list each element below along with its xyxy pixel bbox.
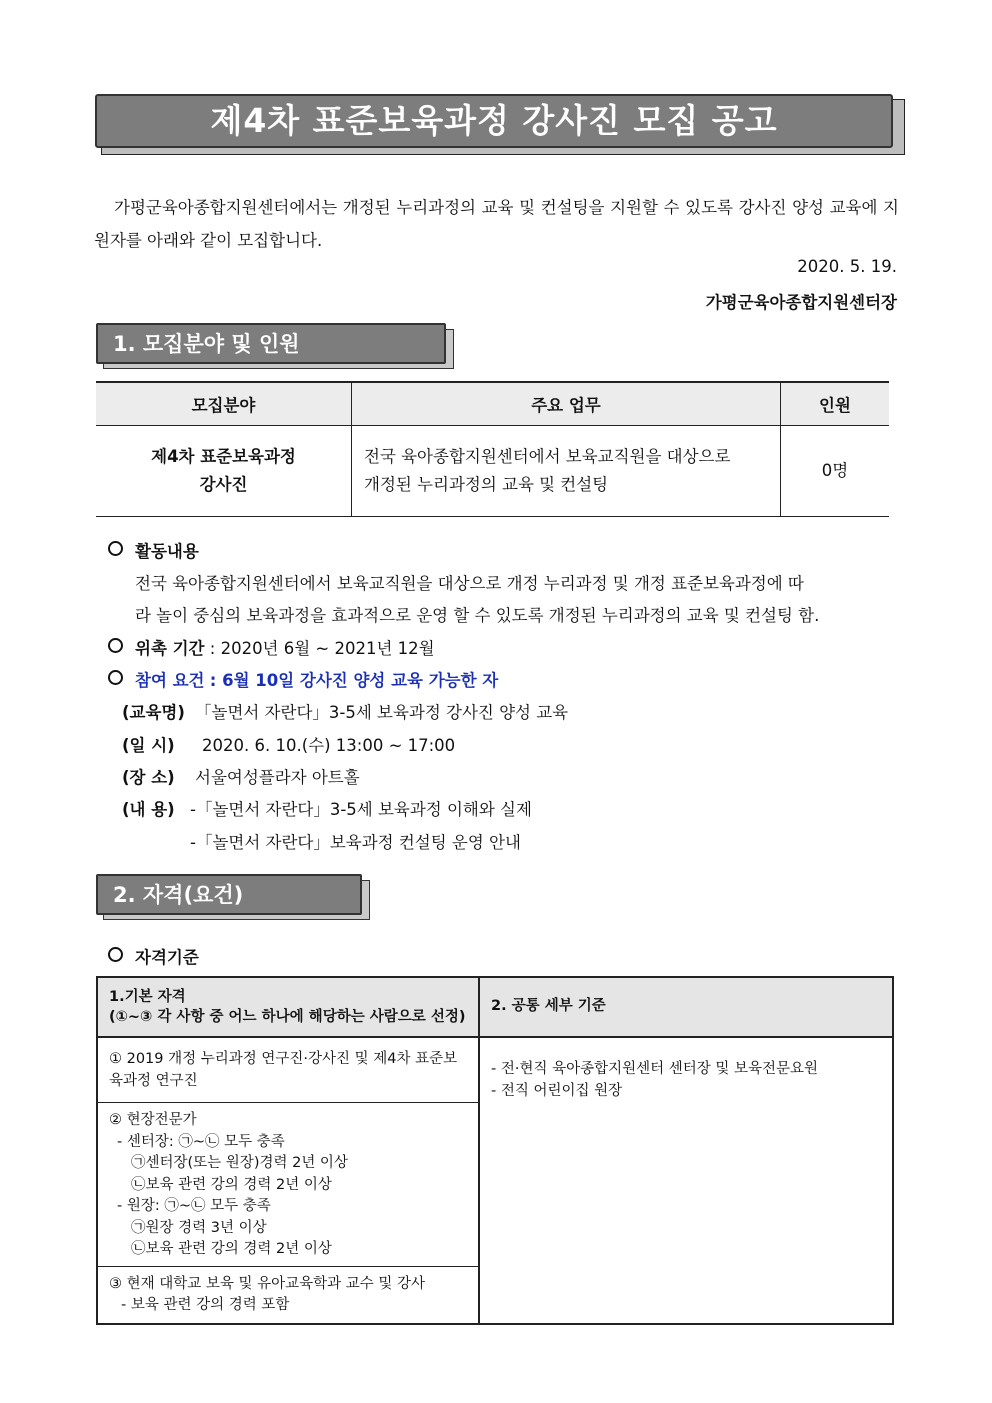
requirement-line	[108, 667, 498, 691]
circle-bullet-icon	[108, 670, 123, 685]
item-line: ① 2019 개정 누리과정 연구진·강사진 및 제4차 표준보	[109, 1051, 458, 1067]
common-criteria-cell	[479, 1037, 893, 1324]
qualification-table-header	[97, 977, 893, 1037]
header-count: 인원	[781, 382, 890, 426]
item-line: 육과정 연구진	[109, 1072, 198, 1089]
criteria-label: 자격기준	[135, 948, 199, 967]
common-criteria-header-text: 2. 공통 세부 기준	[491, 998, 606, 1015]
term-label: 위촉 기간	[135, 639, 205, 658]
header-duty: 주요 업무	[352, 382, 781, 426]
field-line: 강사진	[199, 475, 248, 494]
qualification-table	[96, 976, 894, 1325]
table-row	[97, 1037, 893, 1103]
criteria-heading	[108, 944, 199, 968]
activity-heading	[108, 538, 199, 562]
item-line: ③ 현재 대학교 보육 및 유아교육학과 교수 및 강사	[109, 1275, 426, 1292]
qualification-item-2	[97, 1103, 479, 1267]
course-name-label: (교육명)	[122, 703, 185, 722]
basic-qualification-header	[97, 977, 479, 1037]
duty-line: 개정된 누리과정의 교육 및 컨설팅	[364, 475, 609, 494]
course-time-label: (일 시)	[122, 736, 175, 755]
duty-line: 전국 육아종합지원센터에서 보육교직원을 대상으로	[364, 447, 731, 466]
qualification-item-3	[97, 1266, 479, 1324]
activity-line: 라 놀이 중심의 보육과정을 효과적으로 운영 할 수 있도록 개정된 누리과정의 교육 및 컨설팅 함.	[135, 606, 820, 625]
announcement-date: 2020. 5. 19.	[797, 257, 897, 276]
requirement-value: : 6월 10일 강사진 양성 교육 가능한 자	[209, 671, 499, 690]
circle-bullet-icon	[108, 947, 123, 962]
item-line: ② 현장전문가	[109, 1112, 197, 1128]
item-line: ㉠센터장(또는 원장)경력 2년 이상	[131, 1155, 348, 1171]
course-name-value: 「놀면서 자란다」3-5세 보육과정 강사진 양성 교육	[195, 703, 569, 722]
course-place-label: (장 소)	[122, 768, 175, 787]
recruit-table-header	[96, 382, 889, 426]
intro-text: 가평군육아종합지원센터에서는 개정된 누리과정의 교육 및 컨설팅을 지원할 수 있도록 강사진 양성 교육에 지원자를 아래와 같이 모집합니다.	[94, 198, 899, 250]
item-line: ㉡보육 관련 강의 경력 2년 이상	[131, 1241, 332, 1257]
common-line: - 전·현직 육아종합지원센터 센터장 및 보육전문요원	[491, 1061, 819, 1077]
course-content-label: (내 용)	[122, 800, 175, 819]
activity-label: 활동내용	[135, 542, 199, 561]
common-line: - 전직 어린이집 원장	[491, 1082, 623, 1099]
signer: 가평군육아종합지원센터장	[705, 293, 897, 312]
section2-heading: 2. 자격(요건)	[96, 874, 362, 915]
count-cell: 0명	[781, 426, 890, 517]
course-time-value: 2020. 6. 10.(수) 13:00 ~ 17:00	[202, 736, 456, 755]
header-line: (①~③ 각 사항 중 어느 하나에 해당하는 사람으로 선정)	[109, 1009, 466, 1025]
qualification-item-1	[97, 1037, 479, 1103]
intro-paragraph	[94, 191, 899, 257]
activity-line: 전국 육아종합지원센터에서 보육교직원을 대상으로 개정 누리과정 및 개정 표준보육과정에 따	[135, 574, 804, 593]
field-line: 제4차 표준보육과정	[151, 447, 296, 466]
common-criteria-header	[479, 977, 893, 1037]
field-cell	[96, 426, 352, 517]
header-field: 모집분야	[96, 382, 352, 426]
circle-bullet-icon	[108, 541, 123, 556]
duty-cell	[352, 426, 781, 517]
circle-bullet-icon	[108, 638, 123, 653]
course-place-value: 서울여성플라자 아트홀	[195, 768, 360, 787]
course-content-line: -「놀면서 자란다」3-5세 보육과정 이해와 실제	[190, 800, 532, 819]
term-line	[108, 635, 435, 659]
recruit-table	[96, 381, 889, 517]
course-content-line: -「놀면서 자란다」보육과정 컨설팅 운영 안내	[190, 833, 521, 852]
item-line: - 센터장: ㉠~㉡ 모두 충족	[117, 1133, 285, 1150]
page-title: 제4차 표준보육과정 강사진 모집 공고	[95, 94, 893, 148]
item-line: ㉠원장 경력 3년 이상	[131, 1219, 267, 1236]
table-row	[96, 426, 889, 517]
item-line: - 원장: ㉠~㉡ 모두 충족	[117, 1198, 271, 1214]
requirement-label: 참여 요건	[135, 671, 205, 690]
header-line: 1.기본 자격	[109, 989, 186, 1005]
item-line: - 보육 관련 강의 경력 포함	[121, 1297, 290, 1313]
section1-heading: 1. 모집분야 및 인원	[96, 323, 446, 364]
term-value: : 2020년 6월 ~ 2021년 12월	[209, 639, 435, 658]
item-line: ㉡보육 관련 강의 경력 2년 이상	[131, 1176, 332, 1193]
